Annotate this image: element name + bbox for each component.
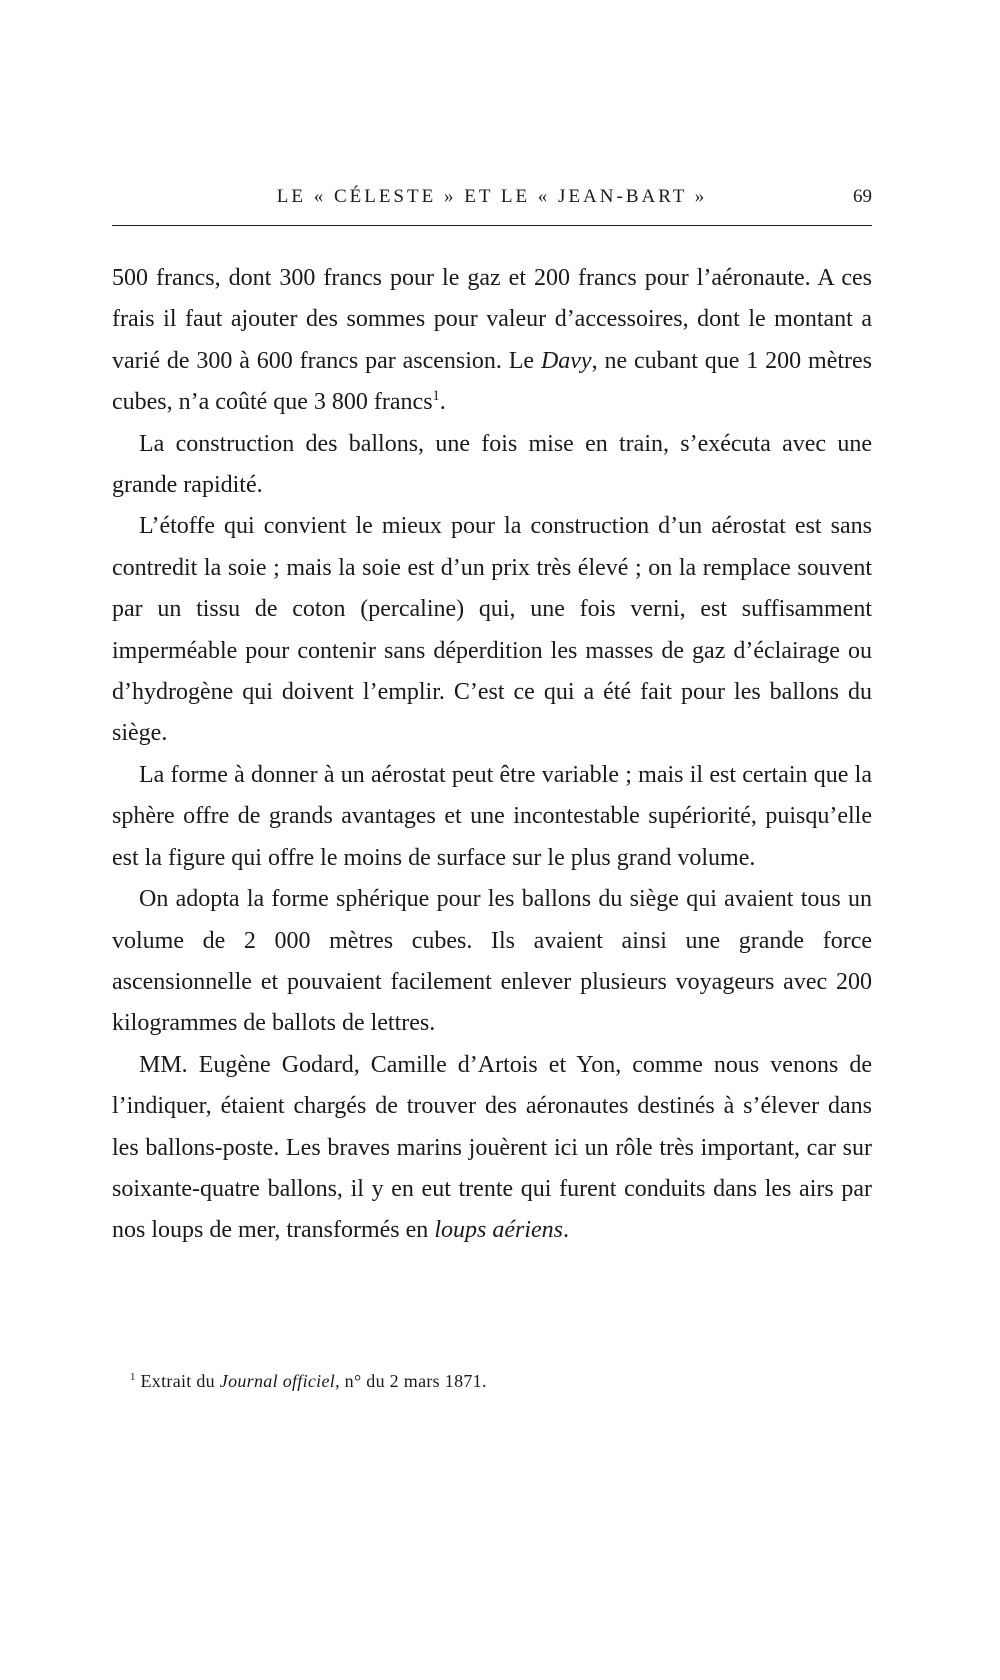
- paragraph: [112, 755, 872, 879]
- footnote: [130, 1368, 872, 1394]
- text-run: , ne cubant que 1 200 mètres cubes, n’a coûté que 3 800 francs: [112, 347, 873, 416]
- text-run: .: [439, 389, 446, 416]
- paragraph: [112, 258, 872, 424]
- text-run: L’étoffe qui convient le mieux pour la construction d’un aérostat est sans contredit la soie ; mais la soie est d’un prix très élevé ; on la remplace souvent par un tissu de coton (percaline) qui, une fois verni, est suffisamment imperméable pour contenir sans déperdition les masses de gaz d’éclairage ou d’hydrogène qui doivent l’emplir. C’est ce qui a été fait pour les ballons du siège.: [112, 513, 872, 747]
- running-head: [112, 182, 872, 212]
- text-run: On adopta la forme sphérique pour les ballons du siège qui avaient tous un volume de 2 000 mètres cubes. Ils avaient ainsi une grande force ascensionnelle et pouvaient facilement enlever plusieurs voyageurs avec 200 kilogrammes de ballots de lettres.: [112, 886, 872, 1037]
- paragraph: [112, 506, 872, 754]
- paragraph: [112, 424, 872, 507]
- paragraph: [112, 879, 872, 1045]
- text-run: La forme à donner à un aérostat peut être variable ; mais il est certain que la sphère offre de grands avantages et une incontestable supériorité, puisqu’elle est la figure qui offre le moins de surface sur le plus grand volume.: [112, 761, 872, 871]
- footnote-marker: 1: [130, 1371, 136, 1383]
- footnote-reference: 1: [432, 388, 440, 405]
- page-number: 69: [853, 186, 872, 207]
- italic-text: Davy: [540, 347, 592, 374]
- footnote-text: [136, 1371, 487, 1391]
- header-rule: [112, 225, 872, 226]
- text-run: , n° du 2 mars 1871.: [335, 1371, 487, 1391]
- paragraph: [112, 1045, 872, 1252]
- text-run: .: [562, 1217, 569, 1244]
- text-run: MM. Eugène Godard, Camille d’Artois et Yon, comme nous venons de l’indiquer, étaient chargés de trouver des aéronautes destinés à s’élever dans les ballons-poste. Les braves marins jouèrent ici un rôle très important, car sur soixante-quatre ballons, il y en eut trente qui furent conduits dans les airs par nos loups de mer, transformés en: [112, 1051, 872, 1244]
- text-run: 500 francs, dont 300 francs pour le gaz et 200 francs pour l’aéronaute. A ces frais il faut ajouter des sommes pour valeur d’accessoires, dont le montant a varié de 300 à 600 francs par ascension. Le: [112, 265, 872, 374]
- italic-text: loups aériens: [434, 1217, 563, 1244]
- text-run: Extrait du: [135, 1371, 220, 1391]
- body-text: [112, 258, 872, 1252]
- text-run: La construction des ballons, une fois mise en train, s’exécuta avec une grande rapidité.: [112, 430, 872, 499]
- running-title: LE « CÉLESTE » ET LE « JEAN-BART »: [276, 186, 708, 207]
- italic-text: Journal officiel: [219, 1371, 336, 1391]
